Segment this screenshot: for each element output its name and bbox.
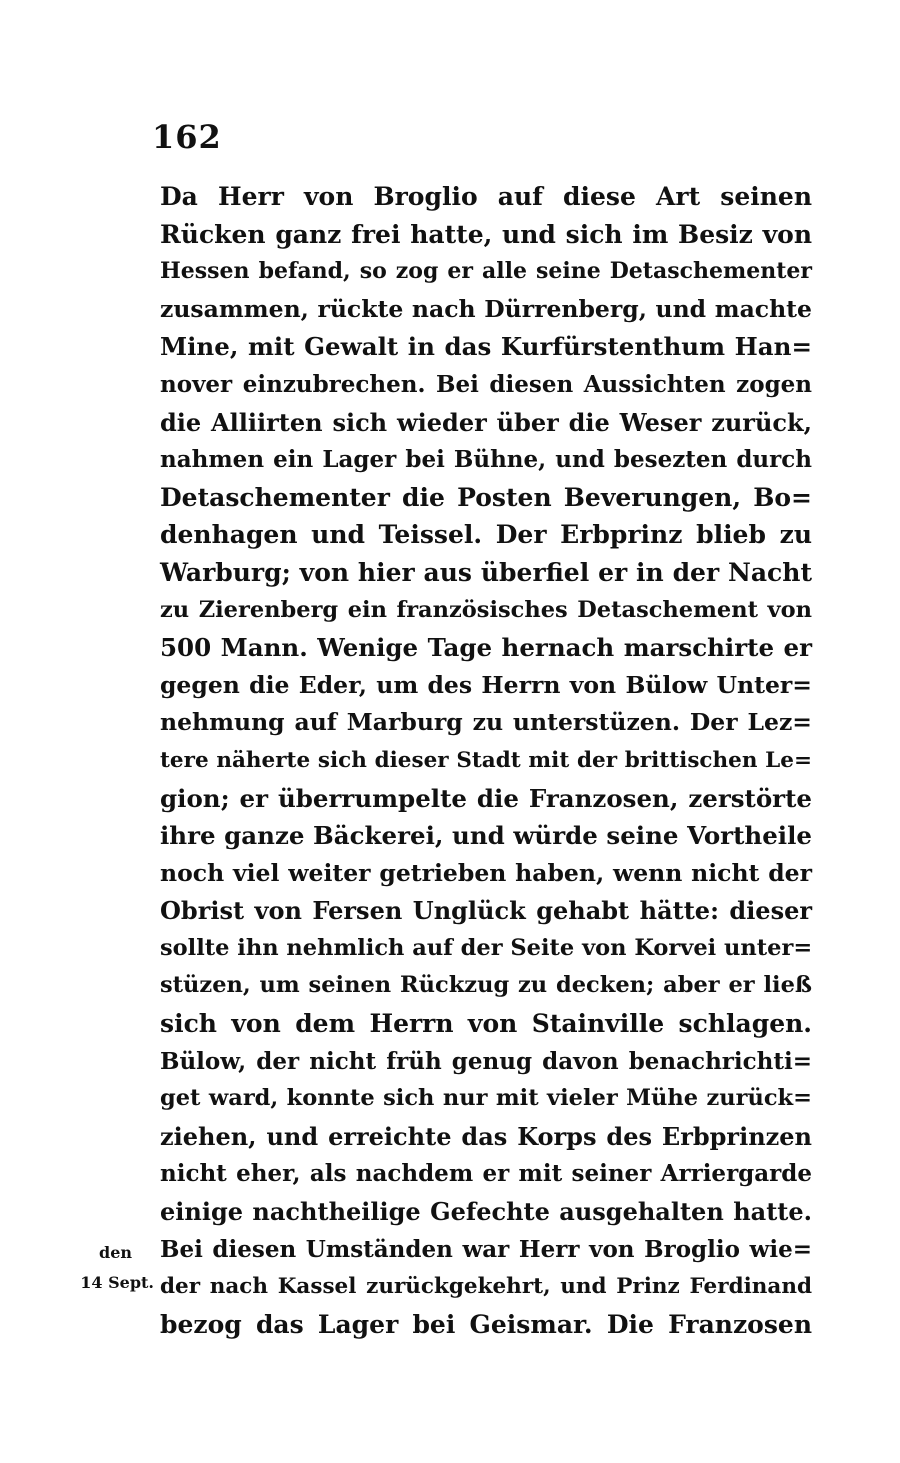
text-line: Bei diesen Umständen war Herr von Broglio wie=: [160, 1235, 812, 1263]
text-line: Da Herr von Broglio auf diese Art seinen: [160, 182, 812, 211]
text-line: nover einzubrechen. Bei diesen Aussichten zogen: [160, 370, 812, 398]
margin-note: [50, 1238, 154, 1298]
text-line: denhagen und Teissel. Der Erbprinz blieb zu: [160, 520, 812, 550]
text-line: die Alliirten sich wieder über die Weser zurück,: [160, 407, 812, 437]
text-line: stüzen, um seinen Rückzug zu decken; aber er ließ: [160, 972, 812, 999]
margin-note-line: den: [99, 1243, 132, 1262]
text-line: noch viel weiter getrieben haben, wenn nicht der: [160, 858, 812, 887]
page-number: 162: [152, 118, 222, 156]
text-line: ihre ganze Bäckerei, und würde seine Vortheile: [160, 821, 812, 851]
text-line: nehmung auf Marburg zu unterstüzen. Der Lez=: [160, 708, 812, 737]
text-line: Mine, mit Gewalt in das Kurfürstenthum Han=: [160, 332, 812, 362]
text-line: bezog das Lager bei Geismar. Die Franzosen: [160, 1309, 812, 1339]
text-line: der nach Kassel zurückgekehrt, und Prinz Ferdinand: [160, 1274, 812, 1300]
text-line: zu Zierenberg ein französisches Detaschement von: [160, 596, 812, 623]
text-line: zusammen, rückte nach Dürrenberg, und machte: [160, 294, 812, 323]
text-line: gegen die Eder, um des Herrn von Bülow Unter=: [160, 670, 812, 699]
text-line: get ward, konnte sich nur mit vieler Mühe zurück=: [160, 1085, 812, 1112]
text-line: sollte ihn nehmlich auf der Seite von Korvei unter=: [160, 934, 813, 961]
text-line: gion; er überrumpelte die Franzosen, zerstörte: [160, 783, 812, 813]
text-line: ziehen, und erreichte das Korps des Erbprinzen: [160, 1121, 812, 1151]
text-line: Detaschementer die Posten Beverungen, Bo=: [160, 482, 812, 512]
text-line: nicht eher, als nachdem er mit seiner Arriergarde: [160, 1160, 812, 1188]
text-line: Obrist von Fersen Unglück gehabt hätte: dieser: [160, 896, 812, 926]
text-line: Warburg; von hier aus überfiel er in der Nacht: [160, 557, 812, 587]
text-line: nahmen ein Lager bei Bühne, und besezten durch: [160, 446, 812, 474]
margin-note-line: 14 Sept.: [80, 1273, 154, 1292]
text-line: tere näherte sich dieser Stadt mit der brittischen Le=: [160, 747, 812, 773]
text-line: einige nachtheilige Gefechte ausgehalten hatte.: [160, 1197, 812, 1227]
text-line: Hessen befand, so zog er alle seine Detaschementer: [160, 258, 812, 285]
text-line: sich von dem Herrn von Stainville schlagen.: [160, 1009, 812, 1039]
body-text: [160, 178, 812, 1343]
text-line: Rücken ganz frei hatte, und sich im Besiz von: [160, 219, 812, 249]
text-line: 500 Mann. Wenige Tage hernach marschirte er: [160, 633, 812, 663]
text-line: Bülow, der nicht früh genug davon benachrichti=: [160, 1047, 812, 1075]
